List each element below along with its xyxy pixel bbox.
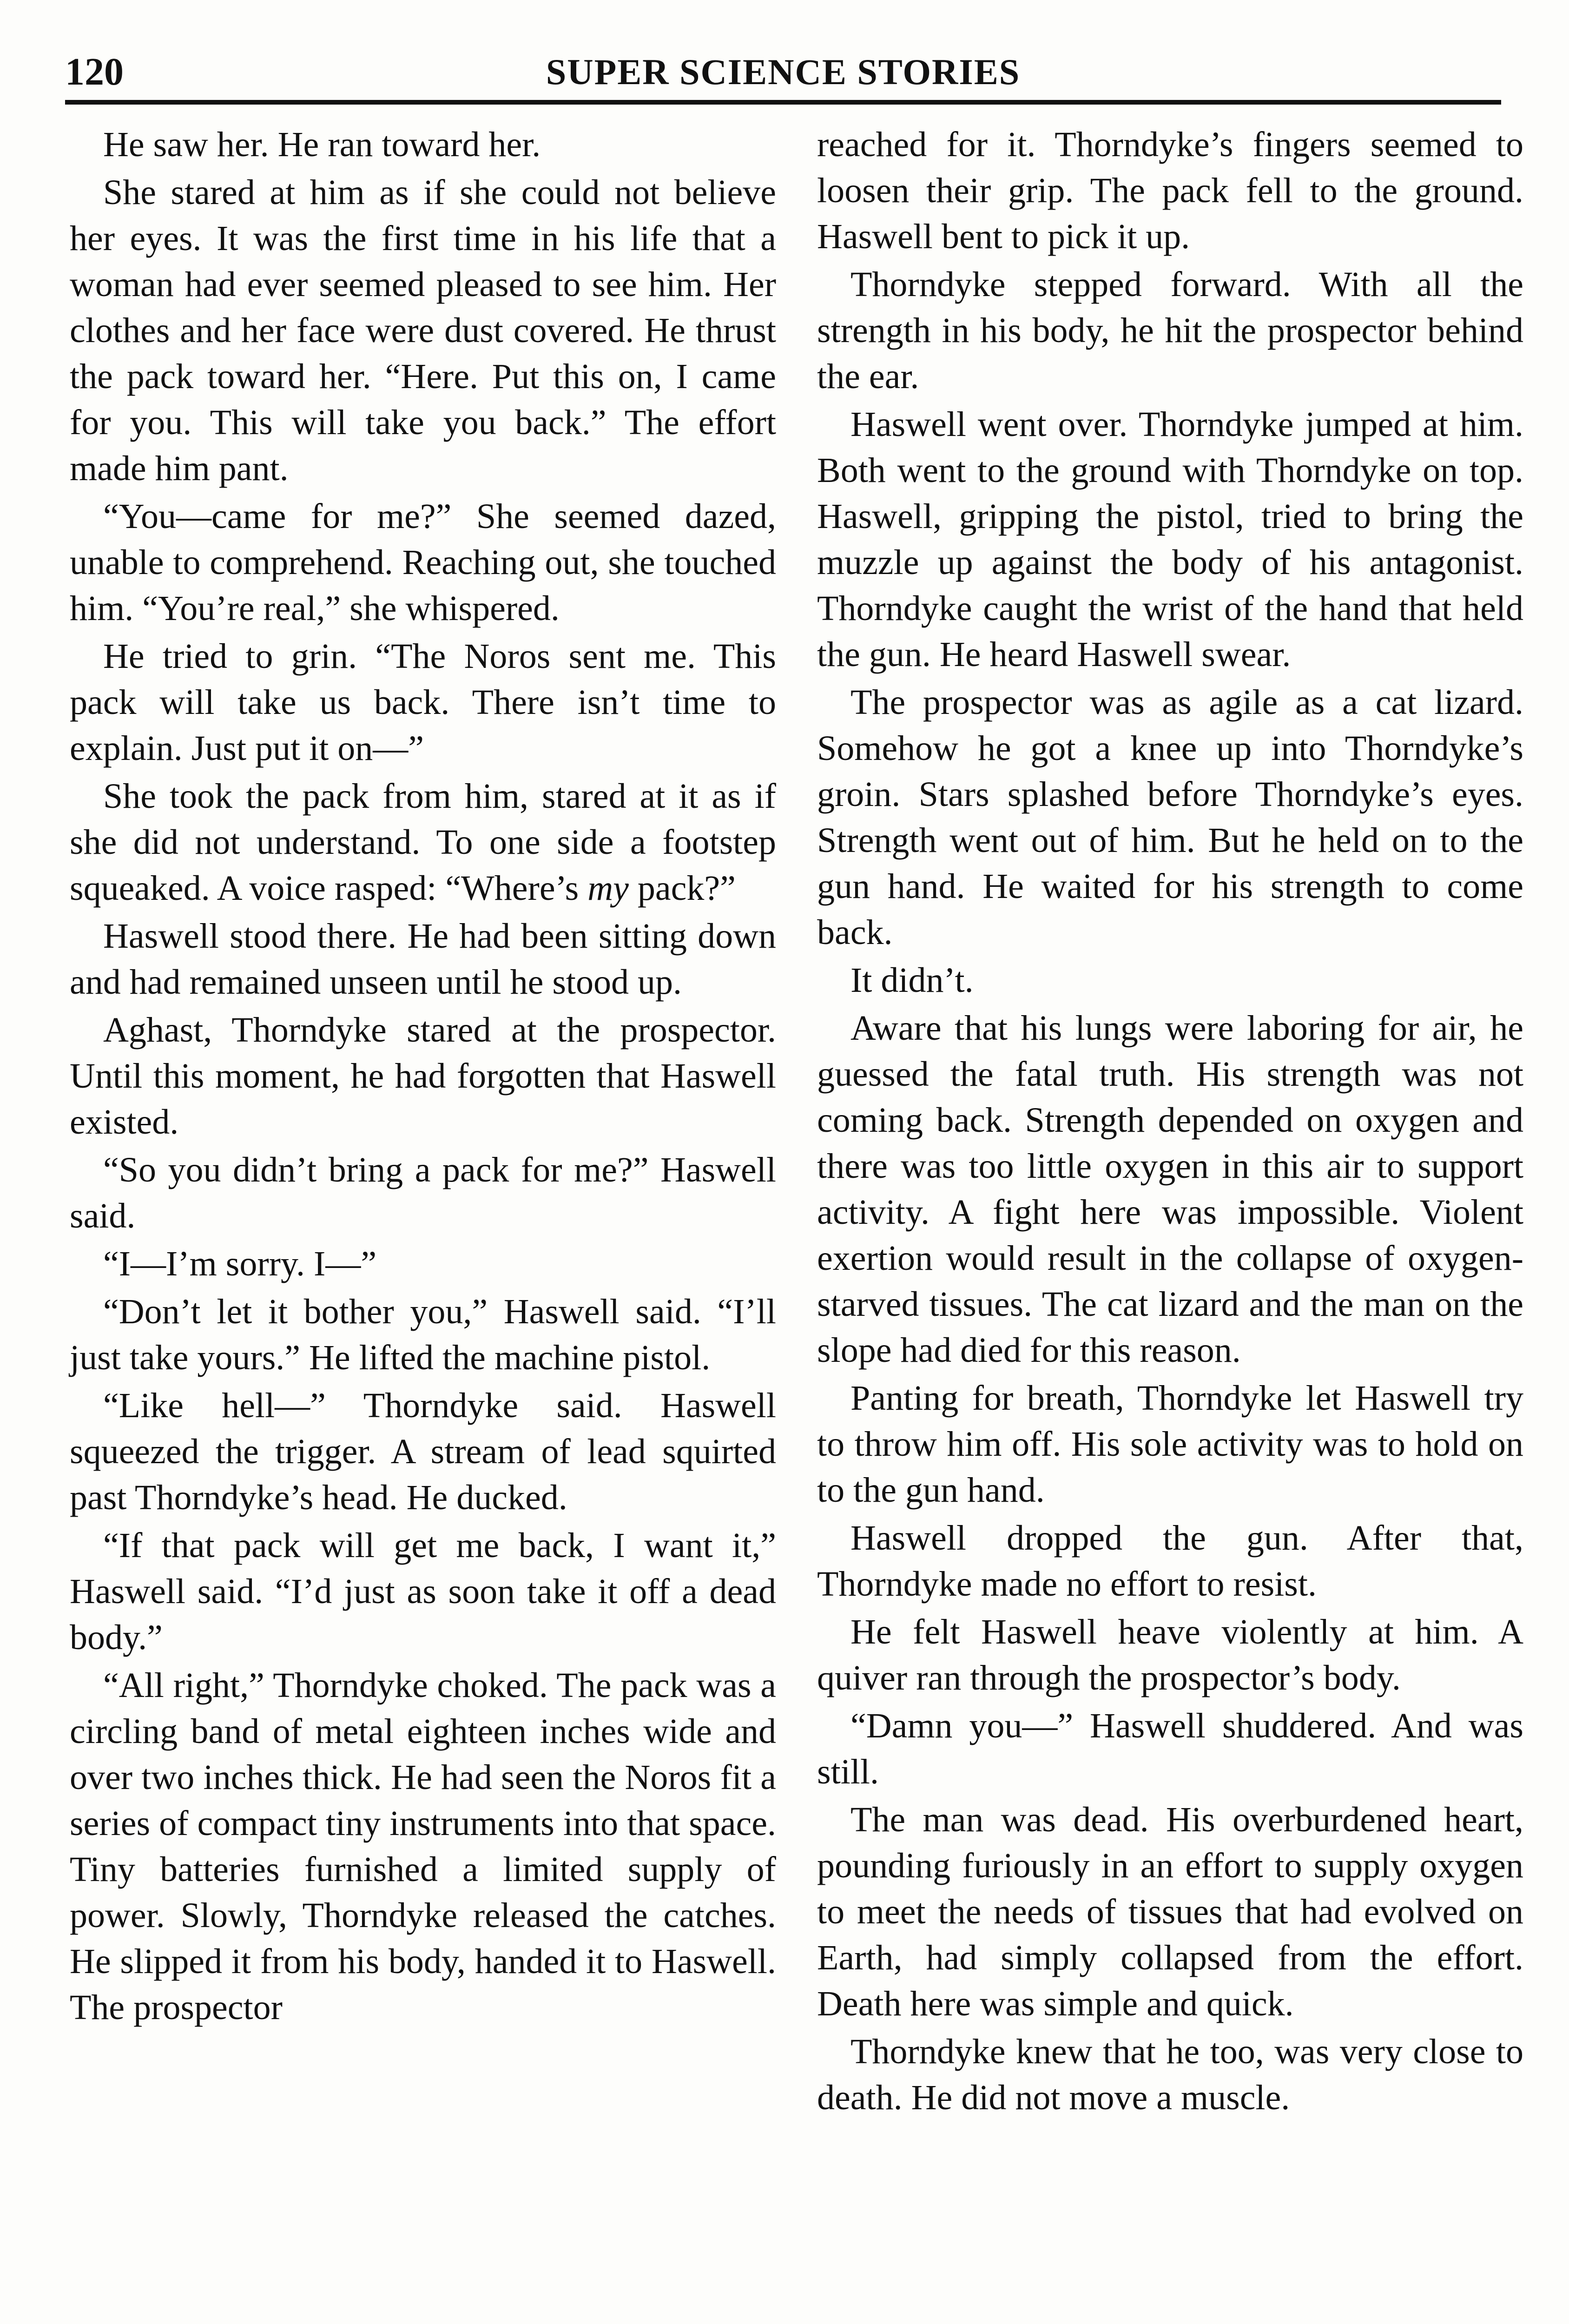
paragraph-continued: reached for it. Thorndyke’s fingers seemed to loosen their grip. The pack fell to the ground. Haswell bent to pick it up. [817,125,1523,256]
paragraph: Aghast, Thorndyke stared at the prospector. Until this moment, he had forgotten that Haswell existed. [70,1010,776,1142]
paragraph: Aware that his lungs were laboring for air, he guessed the fatal truth. His strength was not coming back. Strength depended on oxygen and there was too little oxygen in this air to support activity. A fight here was impossible. Violent exertion would result in the collapse of oxygen-starved tissues. The cat lizard and the man on the slope had died for this reason. [817,1009,1523,1370]
paragraph: “If that pack will get me back, I want it,” Haswell said. “I’d just as soon take it off a dead body.” [70,1526,776,1657]
emphasis: my [587,869,629,908]
right-column [817,122,1523,2121]
page-number: 120 [65,50,124,93]
paragraph: She took the pack from him, stared at it as if she did not understand. To one side a footstep squeaked. A voice rasped: “Where’s my pack?” [70,777,776,908]
paragraph: Haswell stood there. He had been sitting down and had remained unseen until he stood up. [70,917,776,1002]
paragraph: “Damn you—” Haswell shuddered. And was still. [817,1706,1523,1791]
paragraph: Thorndyke knew that he too, was very close to death. He did not move a muscle. [817,2032,1523,2117]
running-title: SUPER SCIENCE STORIES [546,52,1021,92]
left-column [70,122,776,2031]
paragraph: Panting for breath, Thorndyke let Haswell try to throw him off. His sole activity was to hold on to the gun hand. [817,1379,1523,1510]
paragraph: She stared at him as if she could not believe her eyes. It was the first time in his life that a woman had ever seemed pleased to see him. Her clothes and her face were dust covered. He thrust the pack toward her. “Here. Put this on, I came for you. This will take you back.” The effort made him pant. [70,173,776,488]
paragraph: The prospector was as agile as a cat lizard. Somehow he got a knee up into Thorndyke’s groin. Stars splashed before Thorndyke’s eyes. Strength went out of him. But he held on to the gun hand. He waited for his strength to come back. [817,683,1523,952]
paragraph: Haswell dropped the gun. After that, Thorndyke made no effort to resist. [817,1519,1523,1604]
paragraph: It didn’t. [850,961,974,1000]
paragraph: “Don’t let it bother you,” Haswell said. “I’ll just take yours.” He lifted the machine pistol. [70,1292,776,1377]
paragraph: “All right,” Thorndyke choked. The pack was a circling band of metal eighteen inches wide and over two inches thick. He had seen the Noros fit a series of compact tiny instruments into that space. Tiny batteries furnished a limited supply of power. Slowly, Thorndyke released the catches. He slipped it from his body, handed it to Haswell. The prospector [70,1666,776,2027]
paragraph: “You—came for me?” She seemed dazed, unable to comprehend. Reaching out, she touched him. “You’re real,” she whispered. [70,497,776,628]
paragraph: He saw her. He ran toward her. [103,125,541,164]
paragraph: Haswell went over. Thorndyke jumped at him. Both went to the ground with Thorndyke on top. Haswell, gripping the pistol, tried to bring the muzzle up against the body of his antagonist. Thorndyke caught the wrist of the hand that held the gun. He heard Haswell swear. [817,405,1523,674]
paragraph: He tried to grin. “The Noros sent me. This pack will take us back. There isn’t time to explain. Just put it on—” [70,637,776,768]
page-header [65,44,1501,105]
paragraph: “So you didn’t bring a pack for me?” Haswell said. [70,1150,776,1235]
paragraph: “Like hell—” Thorndyke said. Haswell squeezed the trigger. A stream of lead squirted past Thorndyke’s head. He ducked. [70,1386,776,1517]
paragraph: Thorndyke stepped forward. With all the strength in his body, he hit the prospector behind the ear. [817,265,1523,396]
paragraph: The man was dead. His overburdened heart, pounding furiously in an effort to supply oxygen to meet the needs of tissues that had evolved on Earth, had simply collapsed from the effort. Death here was simple and quick. [817,1800,1523,2023]
paragraph: He felt Haswell heave violently at him. A quiver ran through the prospector’s body. [817,1612,1523,1697]
paragraph: “I—I’m sorry. I—” [103,1244,377,1283]
